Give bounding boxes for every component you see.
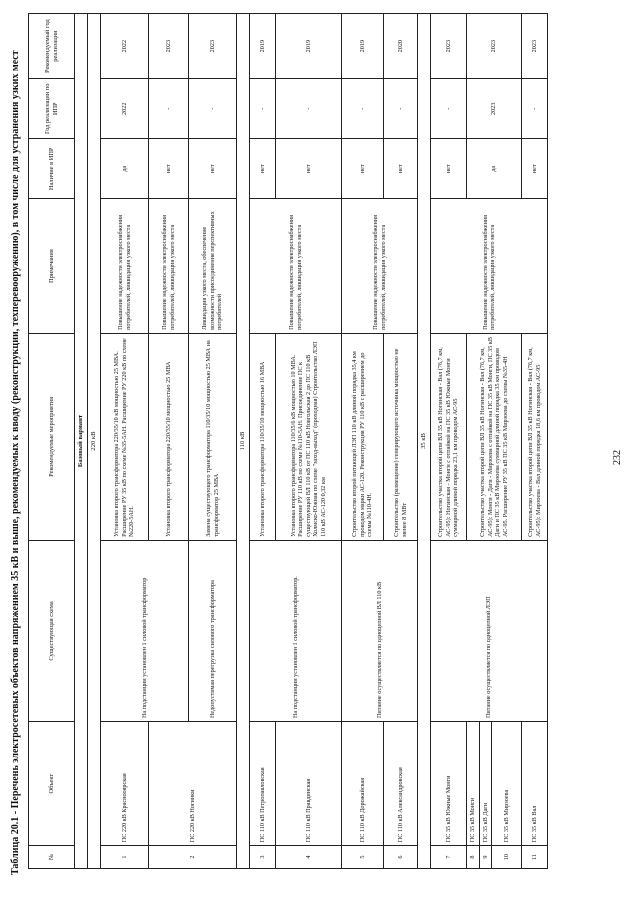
cell-object: ПС 220 кВ Ногинки: [149, 722, 237, 846]
cell-note: Ликвидация узкого места, обеспечение возможности присоединения перспективных потребителей: [189, 199, 237, 334]
cell-year-rec: 2023: [522, 14, 548, 79]
objects-table: [28, 13, 548, 869]
cell-measures: Установка второго трансформатора 220/35/10 кВ мощностью 25 МВА. Расширение РУ 35 кВ по схеме №35-5АН. Расширение РУ 220 кВ по схеме №220-5АН.: [101, 333, 149, 540]
cell-year-rec: 2023: [189, 14, 237, 79]
cell-note: Повышение надежности электроснабжения потребителей, ликвидация узкого места: [101, 199, 149, 334]
table-row: [467, 14, 480, 869]
cell-object: ПС 220 кВ Краснооярская: [101, 722, 149, 846]
section-220: 220 кВ: [88, 14, 101, 869]
header-ipr: Наличие в ИПР: [29, 139, 75, 199]
cell-year-ipr: 2022: [101, 79, 149, 139]
page-number: 232: [612, 450, 623, 465]
cell-ipr: нет: [384, 139, 418, 199]
cell-num: 3: [250, 846, 276, 869]
cell-ipr: нет: [431, 139, 467, 199]
cell-year-ipr: -: [431, 79, 467, 139]
cell-ipr: нет: [189, 139, 237, 199]
cell-scheme: Недопустимая перегрузка силового трансформатора: [189, 540, 237, 721]
table-row: [101, 14, 149, 869]
cell-object: ПС 35 кВ Даги: [479, 722, 492, 846]
cell-year-rec: 2019: [342, 14, 384, 79]
table-row: [342, 14, 384, 869]
cell-measures: Строительство второй питающей ЛЭП 110 кВ длиной порядка 35,4 км проводом марки АС-120. Реконструкция РУ 110 кВ с расширением до схемы №110-4Н.: [342, 333, 384, 540]
cell-num: 8: [467, 846, 480, 869]
cell-num: 11: [522, 846, 548, 869]
cell-num: 7: [431, 846, 467, 869]
header-row: [29, 14, 75, 869]
header-measures: Рекомендуемые мероприятия: [29, 333, 75, 540]
cell-note: Повышение надежности электроснабжения потребителей, ликвидация узкого места: [431, 199, 548, 334]
cell-ipr: нет: [276, 139, 342, 199]
cell-object: ПС 110 кВ Правдинская: [276, 722, 342, 846]
cell-object: ПС 110 кВ Дорожайская: [342, 722, 384, 846]
cell-num: 10: [492, 846, 522, 869]
table-row: [149, 14, 189, 869]
cell-year-ipr: -: [149, 79, 189, 139]
header-note: Примечания: [29, 199, 75, 334]
cell-ipr: да: [467, 139, 522, 199]
cell-scheme: На подстанции установлен 1 силовой трансформатор: [101, 540, 189, 721]
cell-num: 4: [276, 846, 342, 869]
cell-year-ipr: -: [250, 79, 276, 139]
base-variant-heading: Базовый вариант: [75, 14, 88, 869]
cell-num: 9: [479, 846, 492, 869]
header-object: Объект: [29, 722, 75, 846]
cell-year-rec: 2023: [467, 14, 522, 79]
cell-object: ПС 110 кВ Александровская: [384, 722, 418, 846]
cell-measures: Установка второго трансформатора 110/35/6 кВ мощностью 10 МВА. Расширение РУ 110 кВ по схеме №110-5АН. Присоединение ПС к существующей ВЛ 110 кВ от ПС 110 кВ Новгольская 2 до ПС 110 кВ Холмско-Южная по схеме "заход-выход" (проходная) Строительство ЛЭП 110 кВ АС-120 0,32 км: [276, 333, 342, 540]
cell-year-ipr: -: [276, 79, 342, 139]
header-num: №: [29, 846, 75, 869]
cell-ipr: нет: [342, 139, 384, 199]
table-caption: Таблица 20.1 - Перечень электросетевых объектов напряжением 35 кВ и выше, рекомендуемых к вводу (реконструкции, техперевооружению), в том числе для устранения узких мест: [10, 50, 21, 875]
cell-year-rec: 2022: [101, 14, 149, 79]
header-year-ipr: Год реализации по ИПР: [29, 79, 75, 139]
cell-year-rec: 2023: [431, 14, 467, 79]
cell-year-rec: 2019: [276, 14, 342, 79]
cell-object: ПС 35 кВ Вал: [522, 722, 548, 846]
cell-num: 5: [342, 846, 384, 869]
table-row: [522, 14, 548, 869]
cell-object: ПС 35 кВ Монги: [467, 722, 480, 846]
cell-ipr: нет: [522, 139, 548, 199]
cell-measures: Строительство участка второй цепи ВЛ 35 кВ Ногинская - Вал (76,7 км, АС-95): Мирзоева - Вал длиной порядка 18,6 км проводом АС-95: [522, 333, 548, 540]
cell-year-rec: 2020: [384, 14, 418, 79]
section-110: 110 кВ: [237, 14, 250, 869]
cell-num: 2: [149, 846, 237, 869]
cell-measures: Установка второго трансформатора 110/35/10 мощностью 16 МВА: [250, 333, 276, 540]
cell-object: ПС 110 кВ Петропавловская: [250, 722, 276, 846]
header-scheme: Существующая схема: [29, 540, 75, 721]
table-row: [276, 14, 342, 869]
cell-year-ipr: 2023: [467, 79, 522, 139]
cell-year-ipr: -: [342, 79, 384, 139]
cell-year-ipr: -: [384, 79, 418, 139]
section-row: [75, 14, 88, 869]
cell-year-ipr: -: [189, 79, 237, 139]
cell-note: Повышение надежности электроснабжения потребителей, ликвидация узкого места: [149, 199, 189, 334]
cell-num: 6: [384, 846, 418, 869]
section-row: [418, 14, 431, 869]
cell-measures: Строительство участка второй цепи ВЛ 35 кВ Ногинская - Вал (76,7 км, АС-95): Монги - Даги - Мирзоева с отпайкой на ПС 35 кВ Монги, ПС 35 кВ Даги и ПС 35 кВ Мирзоева суммарной длиной порядка 35 км проводом АС-95. Расширение РУ 35 кВ ПС 35 кВ Мирзоева до схемы №35-4Н: [467, 333, 522, 540]
cell-ipr: нет: [149, 139, 189, 199]
cell-measures: Строительство участка второй цепи ВЛ 35 кВ Ногинская - Вал (76,7 км, АС-95): Ногинская - Монги с отпайкой на ПС 35 кВ Южные Монги суммарной длиной порядка 23,1 км проводом АС-95: [431, 333, 467, 540]
cell-year-rec: 2019: [250, 14, 276, 79]
header-year-rec: Рекомендуемый год реализации: [29, 14, 75, 79]
cell-measures: Строительство (размещение) генерирующего источника мощностью не менее 8 МВт: [384, 333, 418, 540]
cell-measures: Замена существующего трансформатора 110/35/10 мощностью 25 МВА на трансформатор 25 МВА: [189, 333, 237, 540]
cell-num: 1: [101, 846, 149, 869]
cell-ipr: да: [101, 139, 149, 199]
section-row: [88, 14, 101, 869]
section-row: [237, 14, 250, 869]
cell-note: Повышение надежности электроснабжения потребителей, ликвидация узкого места: [250, 199, 342, 334]
cell-object: ПС 35 кВ Южные Монги: [431, 722, 467, 846]
cell-ipr: нет: [250, 139, 276, 199]
cell-object: ПС 35 кВ Мирзоева: [492, 722, 522, 846]
cell-scheme: Питание осуществляется по одноцепной ВЛ 110 кВ: [342, 540, 418, 721]
table-row: [250, 14, 276, 869]
cell-note: Повышение надежности электроснабжения потребителей, ликвидация узкого места: [342, 199, 418, 334]
section-35: 35 кВ: [418, 14, 431, 869]
table-row: [384, 14, 418, 869]
cell-year-rec: 2023: [149, 14, 189, 79]
table-row: [431, 14, 467, 869]
cell-scheme: Питание осуществляется по одноцепной ЛЭП: [431, 540, 548, 721]
cell-measures: Установка второго трансформатора 220/35/10 мощностью 25 МВА: [149, 333, 189, 540]
cell-scheme: На подстанции установлен 1 силовой трансформатор.: [250, 540, 342, 721]
cell-year-ipr: -: [522, 79, 548, 139]
